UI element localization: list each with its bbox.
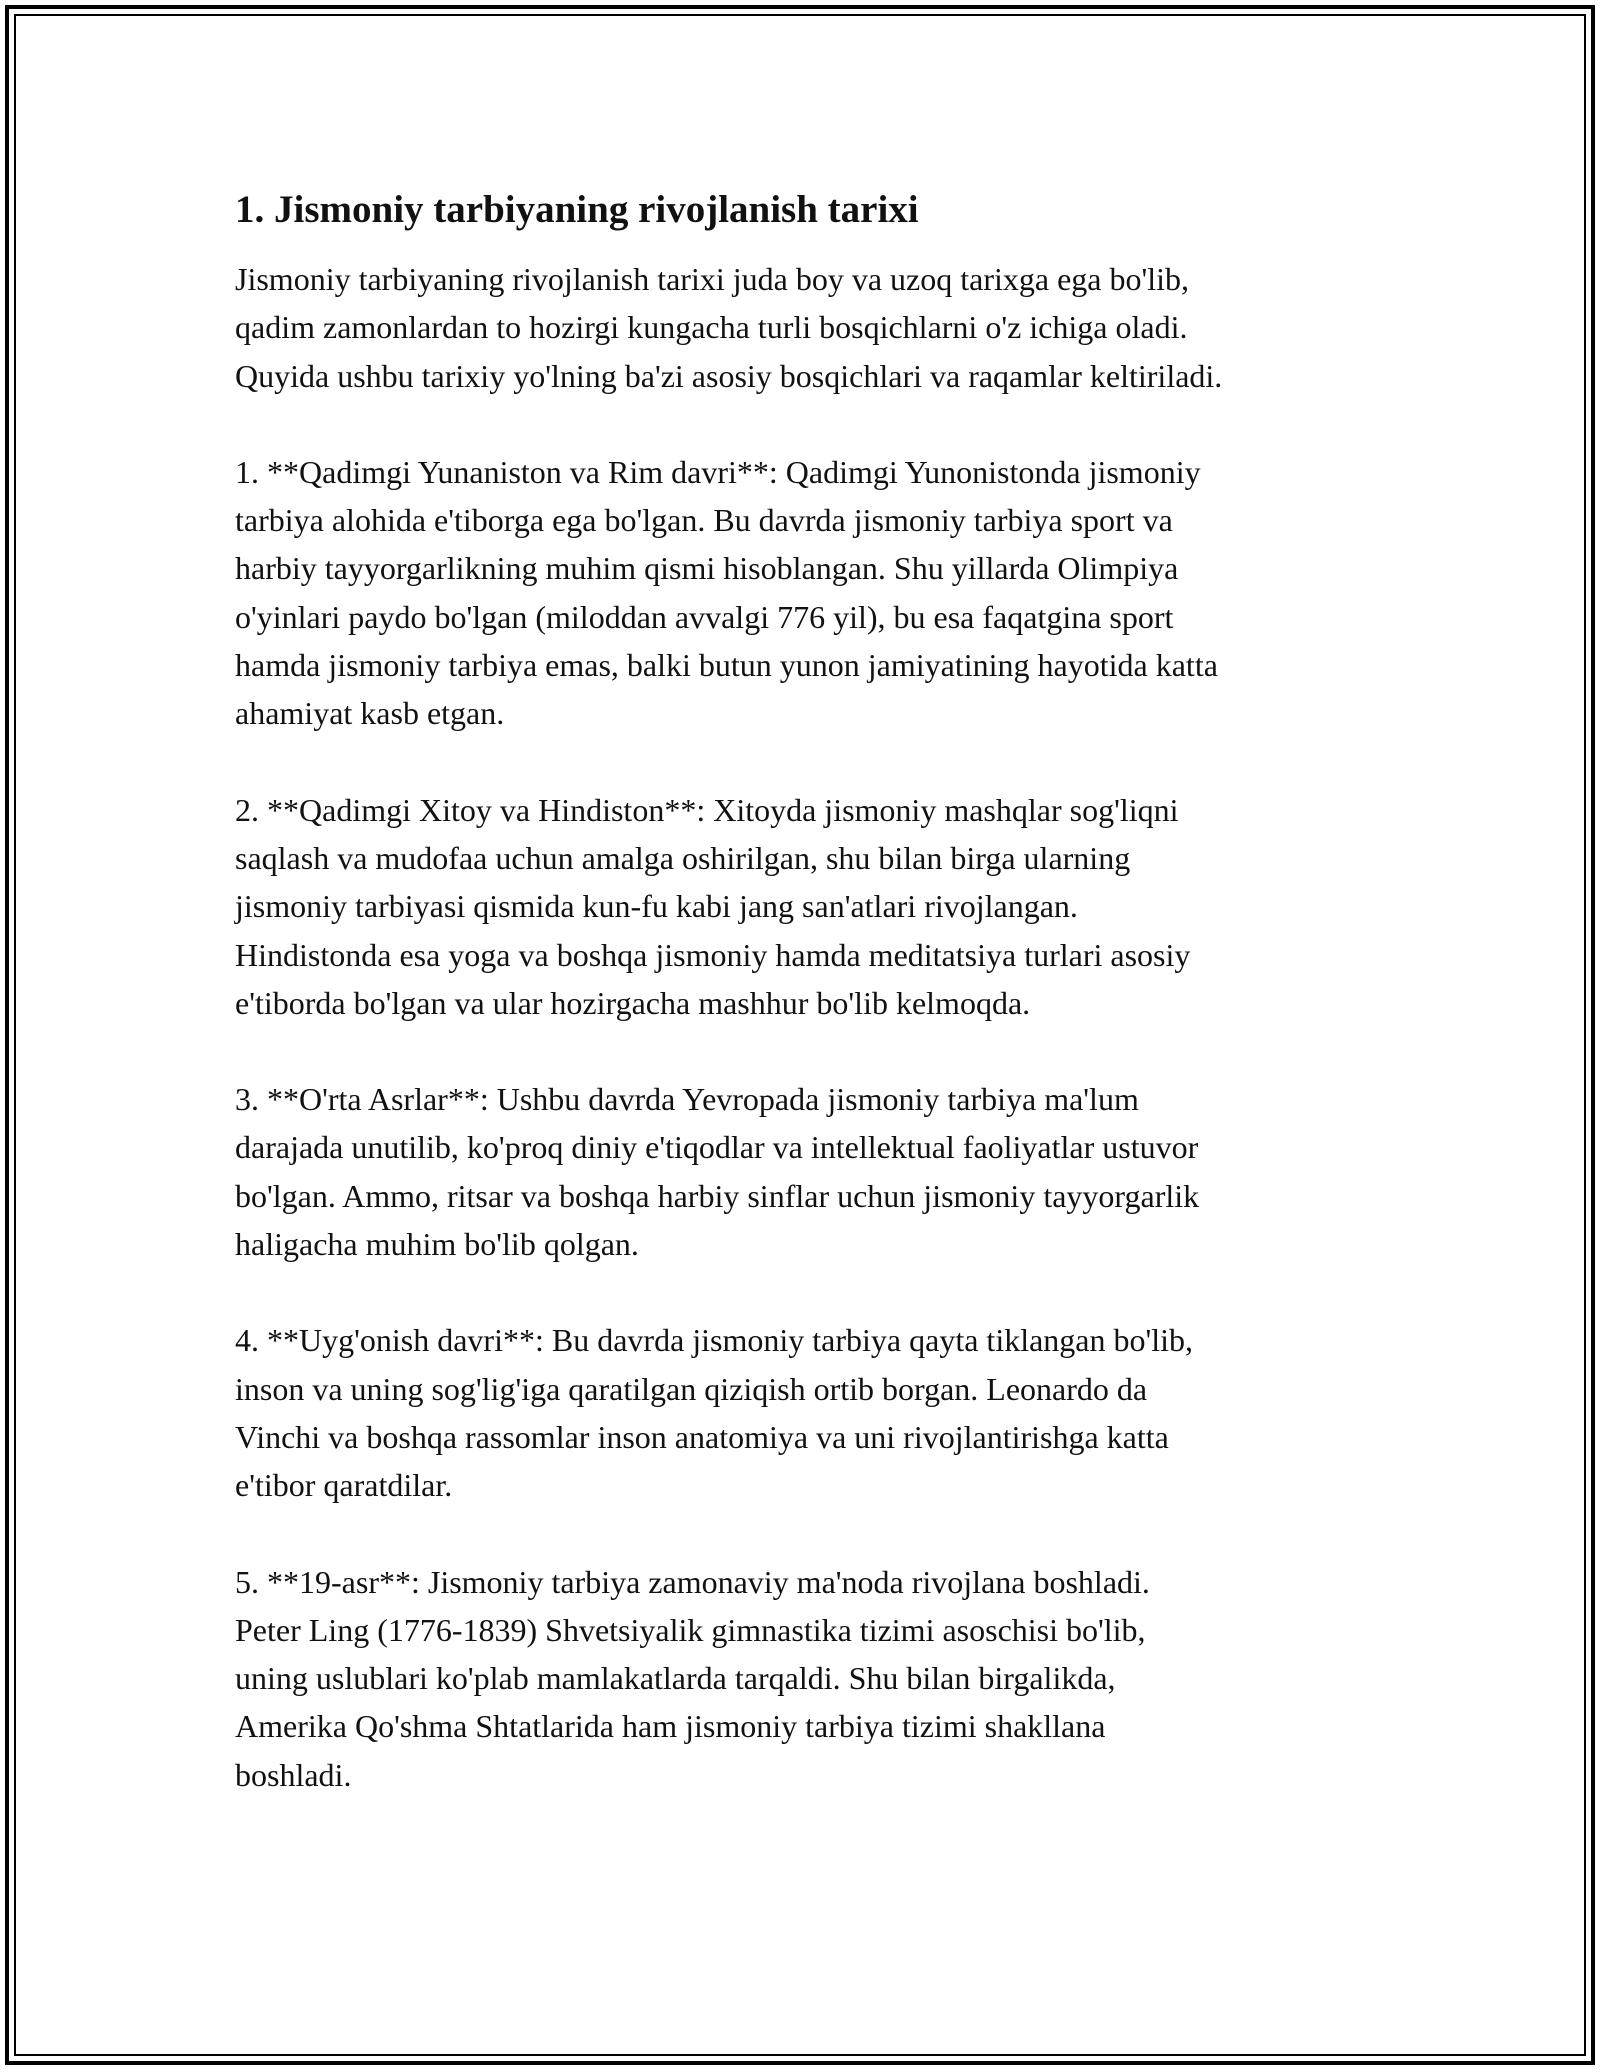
document-body <box>235 185 1385 1847</box>
paragraph-line: e'tiborda bo'lgan va ular hozirgacha mashhur bo'lib kelmoqda. <box>235 984 1031 1021</box>
paragraph-line: tarbiya alohida e'tiborga ega bo'lgan. Bu davrda jismoniy tarbiya sport va <box>235 502 1173 539</box>
paragraph-line: e'tibor qaratdilar. <box>235 1467 453 1504</box>
paragraph-line: uning uslublari ko'plab mamlakatlarda tarqaldi. Shu bilan birgalikda, <box>235 1660 1116 1697</box>
paragraph-line: Peter Ling (1776-1839) Shvetsiyalik gimnastika tizimi asoschisi bo'lib, <box>235 1611 1146 1648</box>
paragraph-line: jismoniy tarbiyasi qismida kun-fu kabi jang san'atlari rivojlangan. <box>235 888 1078 925</box>
list-item-ancient-china-india <box>235 786 1385 1027</box>
paragraph-line: Amerika Qo'shma Shtatlarida ham jismoniy tarbiya tizimi shakllana <box>235 1708 1106 1745</box>
paragraph-line: ahamiyat kasb etgan. <box>235 695 505 732</box>
paragraph-line: Vinchi va boshqa rassomlar inson anatomiya va uni rivojlantirishga katta <box>235 1418 1169 1455</box>
intro-paragraph <box>235 255 1385 400</box>
paragraph-line: inson va uning sog'lig'iga qaratilgan qiziqish ortib borgan. Leonardo da <box>235 1370 1148 1407</box>
paragraph-line: 4. **Uyg'onish davri**: Bu davrda jismoniy tarbiya qayta tiklangan bo'lib, <box>235 1322 1194 1359</box>
paragraph-line: darajada unutilib, ko'proq diniy e'tiqodlar va intellektual faoliyatlar ustuvor <box>235 1129 1199 1166</box>
paragraph-line: 5. **19-asr**: Jismoniy tarbiya zamonaviy ma'noda rivojlana boshladi. <box>235 1563 1150 1600</box>
list-item-ancient-greece-rome <box>235 448 1385 738</box>
paragraph-line: haligacha muhim bo'lib qolgan. <box>235 1226 639 1263</box>
list-item-19th-century <box>235 1558 1385 1799</box>
paragraph-line: bo'lgan. Ammo, ritsar va boshqa harbiy sinflar uchun jismoniy tayyorgarlik <box>235 1177 1200 1214</box>
paragraph-line: Quyida ushbu tarixiy yo'lning ba'zi asosiy bosqichlari va raqamlar keltiriladi. <box>235 357 1223 394</box>
section-heading: 1. Jismoniy tarbiyaning rivojlanish tarixi <box>235 188 919 231</box>
paragraph-line: harbiy tayyorgarlikning muhim qismi hisoblangan. Shu yillarda Olimpiya <box>235 550 1179 587</box>
list-item-middle-ages <box>235 1075 1385 1268</box>
paragraph-line: 2. **Qadimgi Xitoy va Hindiston**: Xitoyda jismoniy mashqlar sog'liqni <box>235 791 1179 828</box>
paragraph-line: 3. **O'rta Asrlar**: Ushbu davrda Yevropada jismoniy tarbiya ma'lum <box>235 1081 1139 1118</box>
paragraph-line: Hindistonda esa yoga va boshqa jismoniy hamda meditatsiya turlari asosiy <box>235 936 1191 973</box>
paragraph-line: saqlash va mudofaa uchun amalga oshirilgan, shu bilan birga ularning <box>235 839 1131 876</box>
paragraph-line: hamda jismoniy tarbiya emas, balki butun yunon jamiyatining hayotida katta <box>235 647 1218 684</box>
paragraph-line: qadim zamonlardan to hozirgi kungacha turli bosqichlarni o'z ichiga oladi. <box>235 309 1188 346</box>
paragraph-line: 1. **Qadimgi Yunaniston va Rim davri**: Qadimgi Yunonistonda jismoniy <box>235 453 1201 490</box>
paragraph-line: Jismoniy tarbiyaning rivojlanish tarixi juda boy va uzoq tarixga ega bo'lib, <box>235 261 1190 297</box>
list-item-renaissance <box>235 1316 1385 1509</box>
paragraph-line: boshladi. <box>235 1756 352 1793</box>
paragraph-line: o'yinlari paydo bo'lgan (miloddan avvalgi 776 yil), bu esa faqatgina sport <box>235 598 1174 635</box>
